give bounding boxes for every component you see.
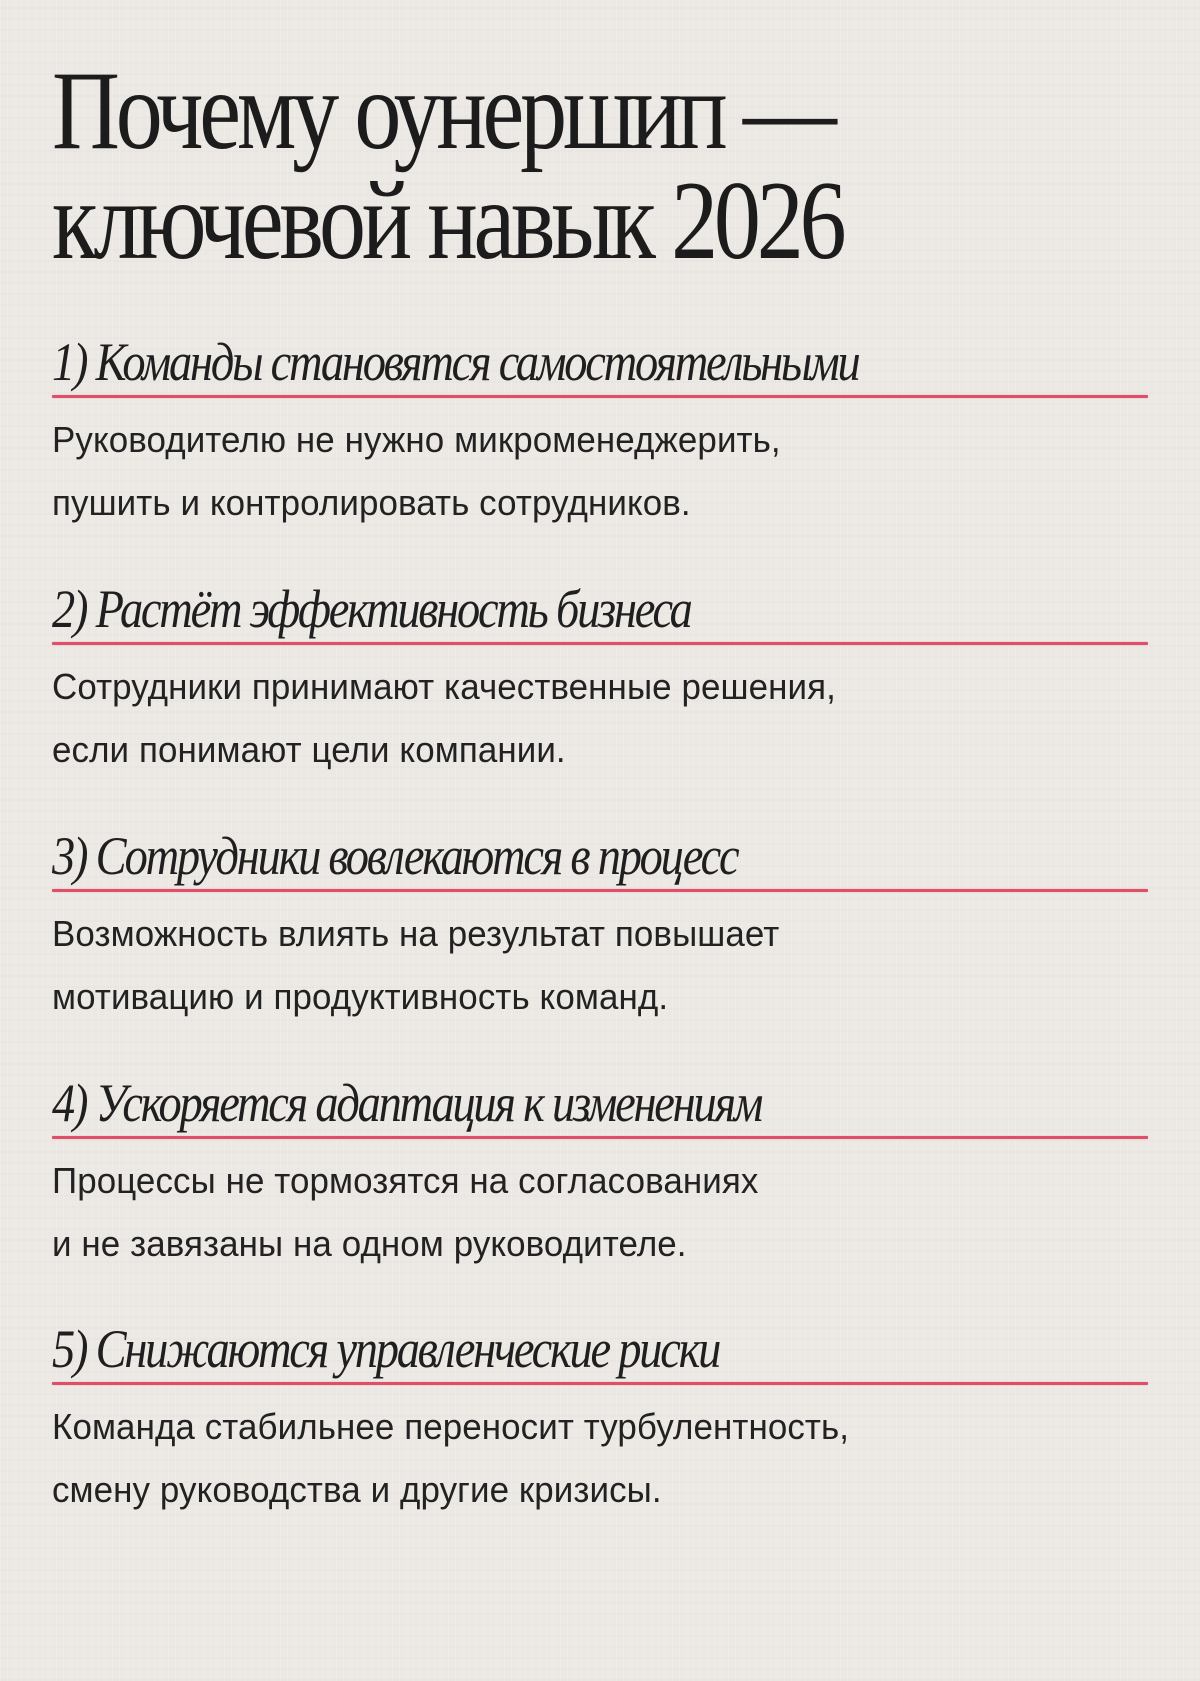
section-heading <box>52 1313 1148 1385</box>
section-body <box>52 1385 1115 1521</box>
body-line: мотивацию и продуктивность команд. <box>52 976 669 1017</box>
body-line: если понимают цели компании. <box>52 729 566 770</box>
reason-section-4 <box>52 1067 1148 1275</box>
body-line: смену руководства и другие кризисы. <box>52 1469 662 1510</box>
title-line-1: Почему оунершип — <box>52 49 833 173</box>
reason-section-1 <box>52 326 1148 534</box>
body-line: Команда стабильнее переносит турбулентность, <box>52 1406 850 1447</box>
section-body <box>52 398 1115 534</box>
body-line: и не завязаны на одном руководителе. <box>52 1223 687 1264</box>
section-heading-text: 2) Растёт эффективность бизнеса <box>52 579 691 639</box>
section-body <box>52 645 1115 781</box>
reason-section-2 <box>52 573 1148 781</box>
section-heading <box>52 1067 1148 1139</box>
section-heading-text: 3) Сотрудники вовлекаются в процесс <box>52 826 738 886</box>
body-line: Руководителю не нужно микроменеджерить, <box>52 419 781 460</box>
section-body <box>52 1139 1115 1275</box>
body-line: Процессы не тормозятся на согласованиях <box>52 1160 759 1201</box>
section-heading <box>52 326 1148 398</box>
page-title <box>52 49 976 283</box>
reason-section-5 <box>52 1313 1148 1521</box>
reason-section-3 <box>52 820 1148 1028</box>
section-heading-text: 1) Команды становятся самостоятельными <box>52 332 859 392</box>
section-heading <box>52 820 1148 892</box>
body-line: Возможность влиять на результат повышает <box>52 913 780 954</box>
section-heading <box>52 573 1148 645</box>
section-body <box>52 892 1115 1028</box>
title-line-2: ключевой навык 2026 <box>52 159 843 283</box>
body-line: Сотрудники принимают качественные решения, <box>52 666 836 707</box>
body-line: пушить и контролировать сотрудников. <box>52 482 691 523</box>
section-heading-text: 5) Снижаются управленческие риски <box>52 1319 720 1379</box>
section-heading-text: 4) Ускоряется адаптация к изменениям <box>52 1073 762 1133</box>
